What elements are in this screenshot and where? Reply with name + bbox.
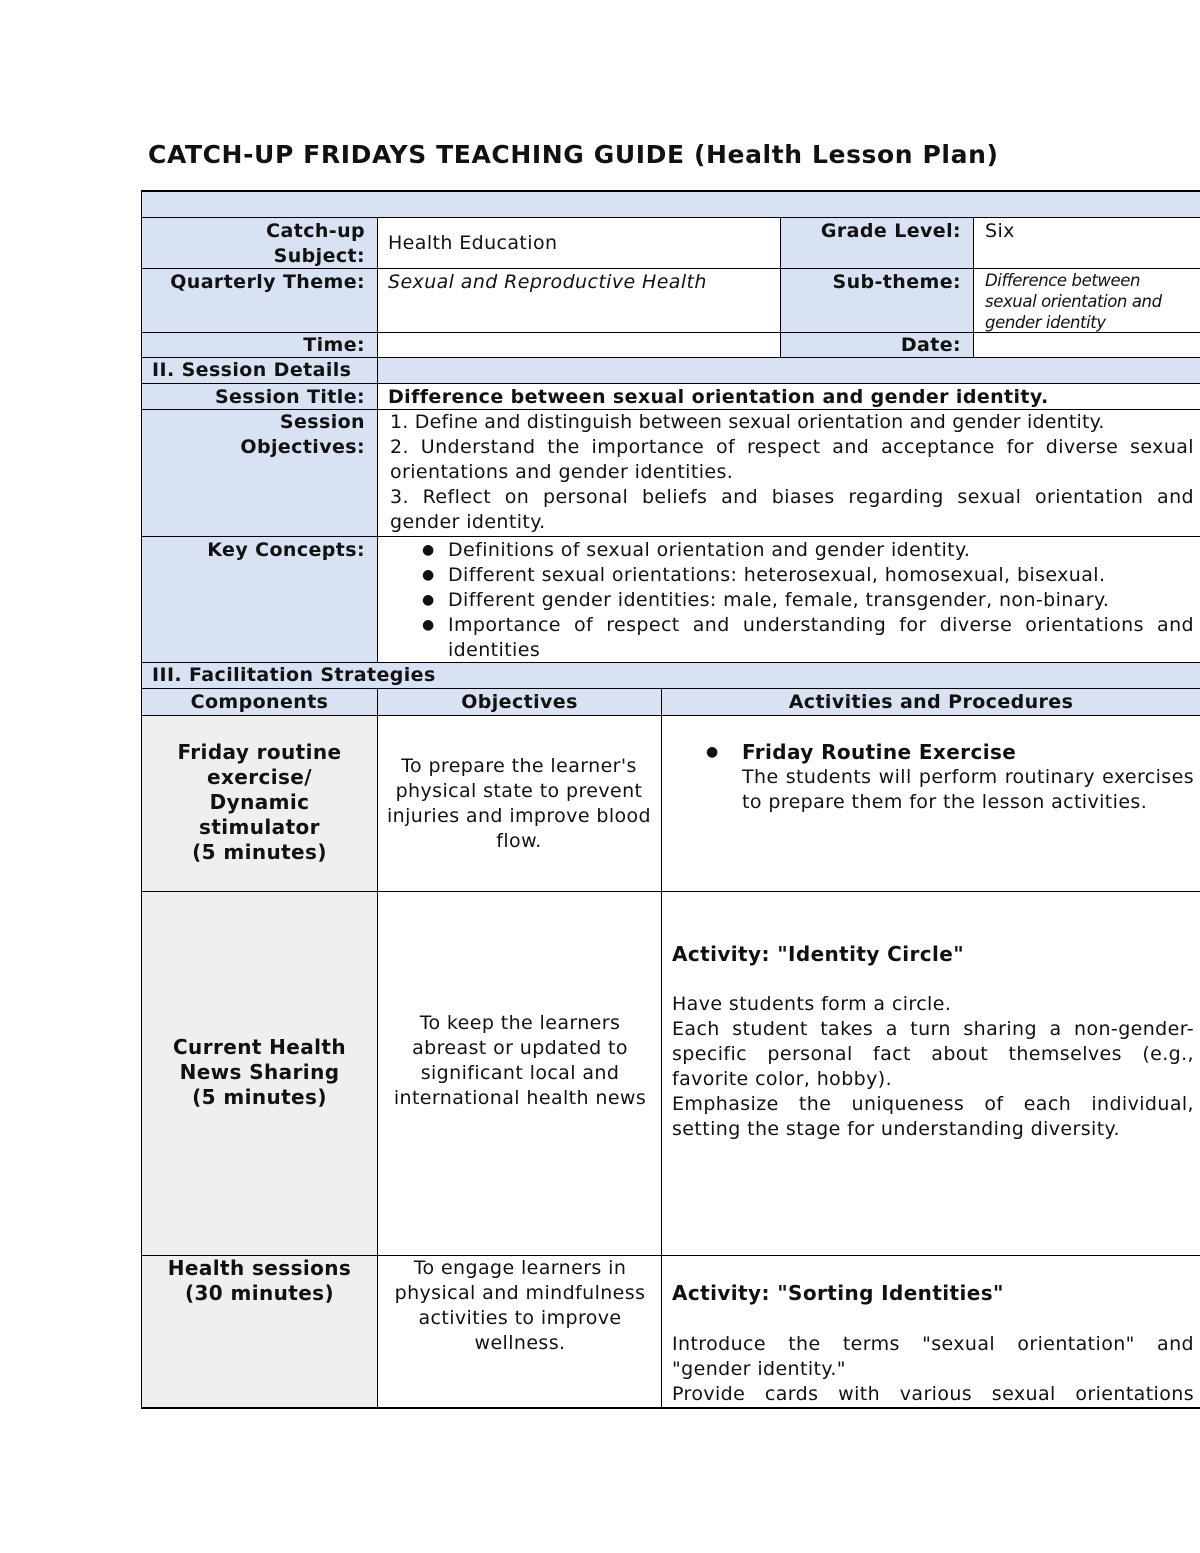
table-border xyxy=(142,332,1200,333)
key-concepts-list xyxy=(378,538,1194,663)
component-line: Friday routine xyxy=(177,740,342,764)
activity-friday-routine xyxy=(662,740,1194,880)
table-border xyxy=(142,383,1200,384)
objective-item: 3. Reflect on personal beliefs and biases regarding sexual orientation and gender identity. xyxy=(390,486,1194,533)
component-line: stimulator xyxy=(199,815,320,839)
column-header-objectives: Objectives xyxy=(378,689,661,715)
table-border xyxy=(142,536,1200,537)
theme-label: Quarterly Theme: xyxy=(142,269,377,333)
table-border xyxy=(142,190,1200,192)
activity-line: Provide cards with various sexual orientations xyxy=(672,1383,1194,1405)
activity-line: Emphasize the uniqueness of each individual, setting the stage for understanding diversity. xyxy=(672,1093,1194,1140)
component-line: Health sessions xyxy=(167,1256,352,1280)
table-border xyxy=(142,217,1200,218)
activity-line: Have students form a circle. xyxy=(672,993,952,1015)
table-border xyxy=(661,688,662,1408)
session-title-label: Session Title: xyxy=(142,384,377,410)
objectives-list xyxy=(378,410,1194,537)
table-border xyxy=(142,688,1200,689)
component-line: exercise/ xyxy=(207,765,312,789)
theme-value: Sexual and Reproductive Health xyxy=(388,271,707,293)
objectives-label-line2: Objectives: xyxy=(240,436,365,458)
activity-line: Each student takes a turn sharing a non-gender-specific personal fact about themselves (e.g., favorite color, hobby). xyxy=(672,1018,1194,1090)
component-health-sessions xyxy=(142,1256,377,1407)
table-border xyxy=(377,688,378,1408)
document-title: CATCH-UP FRIDAYS TEACHING GUIDE (Health Lesson Plan) xyxy=(148,140,999,169)
activity-title: Friday Routine Exercise xyxy=(742,740,1017,764)
objective-item: 2. Understand the importance of respect and acceptance for diverse sexual orientations and gender identities. xyxy=(390,436,1194,483)
section-facilitation: III. Facilitation Strategies xyxy=(142,663,1200,688)
objective-item: 1. Define and distinguish between sexual orientation and gender identity. xyxy=(390,411,1105,433)
date-value[interactable] xyxy=(975,333,1200,358)
header-band xyxy=(142,191,1200,218)
column-header-components: Components xyxy=(142,689,377,715)
objectives-label xyxy=(142,410,377,537)
table-border xyxy=(780,217,781,358)
activity-sorting-identities xyxy=(662,1281,1194,1407)
subject-value: Health Education xyxy=(388,232,558,254)
session-title-value: Difference between sexual orientation and gender identity. xyxy=(388,386,1049,408)
activity-line: Introduce the terms "sexual orientation" and "gender identity." xyxy=(672,1333,1194,1380)
concept-item: ● Different gender identities: male, female, transgender, non-binary. xyxy=(378,588,1194,613)
table-border xyxy=(142,409,1200,410)
objective-friday-routine: To prepare the learner's physical state to prevent injuries and improve blood flow. xyxy=(386,755,652,852)
objective-health-sessions: To engage learners in physical and mindfulness activities to improve wellness. xyxy=(394,1257,646,1354)
key-concepts-label: Key Concepts: xyxy=(142,537,377,663)
section-session-details: II. Session Details xyxy=(142,358,1200,384)
objectives-label-line1: Session xyxy=(279,411,365,433)
table-border xyxy=(377,217,378,663)
table-border xyxy=(142,1407,1200,1409)
grade-label: Grade Level: xyxy=(781,218,973,269)
activity-text: The students will perform routinary exercises to prepare them for the lesson activities. xyxy=(742,766,1194,813)
subtheme-value: Difference between sexual orientation and gender identity xyxy=(985,271,1162,332)
subject-label xyxy=(142,218,377,269)
concept-item: ● Different sexual orientations: heterosexual, homosexual, bisexual. xyxy=(378,563,1194,588)
objective-news-sharing: To keep the learners abreast or updated to significant local and international health news xyxy=(393,1012,647,1109)
subtheme-label: Sub-theme: xyxy=(781,269,973,333)
subject-label-line1: Catch-up xyxy=(266,220,365,242)
concept-item: ● Importance of respect and understanding for diverse orientations and identities xyxy=(378,613,1194,663)
component-line: Dynamic xyxy=(209,790,310,814)
component-friday-routine xyxy=(142,716,377,891)
activity-title: Activity: "Sorting Identities" xyxy=(672,1281,1004,1305)
time-value[interactable] xyxy=(378,333,780,358)
grade-value: Six xyxy=(985,220,1015,242)
table-border xyxy=(142,891,1200,892)
component-news-sharing xyxy=(142,892,377,1255)
subject-label-line2: Subject: xyxy=(273,245,365,267)
time-label: Time: xyxy=(142,333,377,358)
bullet-icon: ● xyxy=(706,744,719,760)
concept-item: ● Definitions of sexual orientation and gender identity. xyxy=(378,538,1194,563)
table-border xyxy=(142,268,1200,269)
date-label: Date: xyxy=(781,333,973,358)
table-border xyxy=(142,1255,1200,1256)
table-border xyxy=(973,217,974,358)
component-line: Current Health xyxy=(172,1035,347,1059)
table-border xyxy=(142,715,1200,716)
table-border xyxy=(141,190,142,1409)
table-border xyxy=(142,662,1200,663)
component-line: (30 minutes) xyxy=(184,1281,335,1305)
column-header-activities: Activities and Procedures xyxy=(662,689,1200,715)
component-line: News Sharing xyxy=(179,1060,340,1084)
activity-title: Activity: "Identity Circle" xyxy=(672,942,965,966)
table-border xyxy=(142,357,1200,358)
activity-identity-circle xyxy=(662,942,1194,1242)
component-line: (5 minutes) xyxy=(192,840,327,864)
component-line: (5 minutes) xyxy=(192,1085,327,1109)
